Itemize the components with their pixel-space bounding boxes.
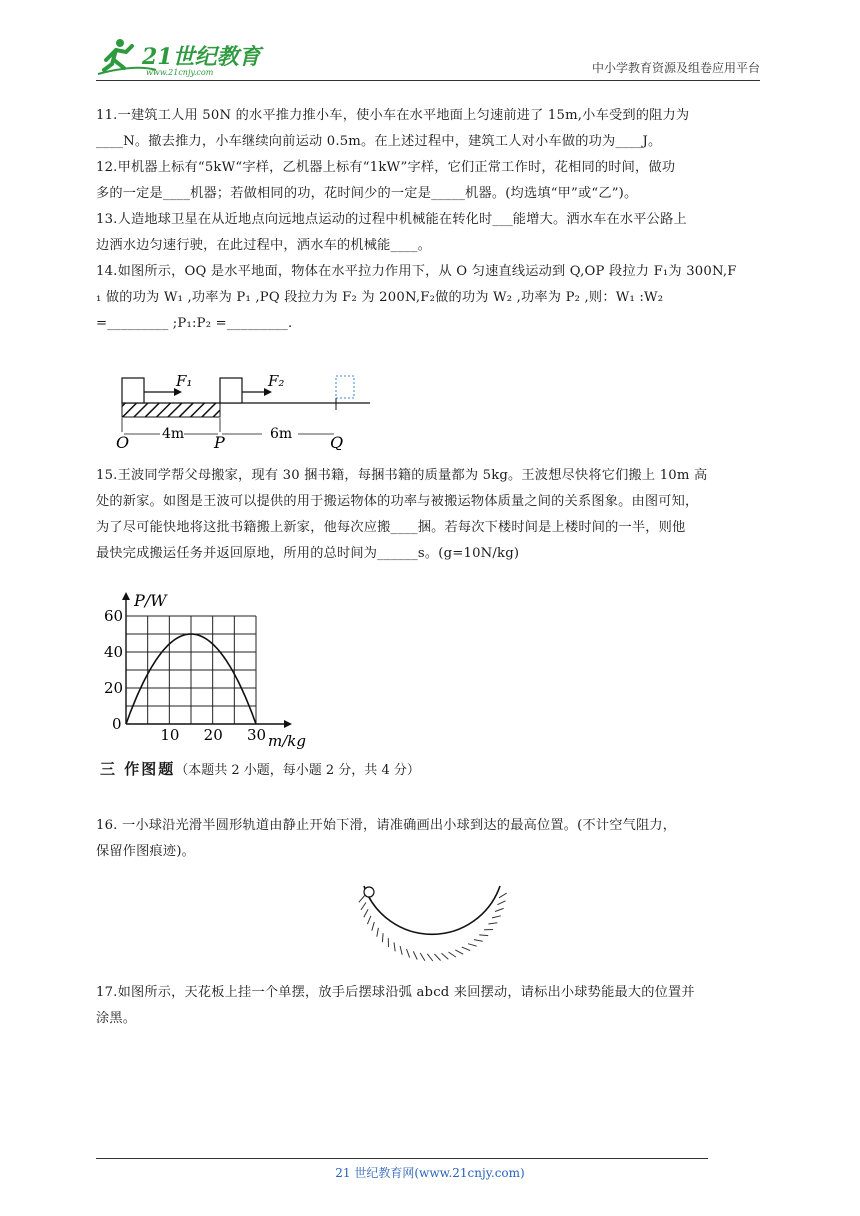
header-platform-text: 中小学教育资源及组卷应用平台	[591, 61, 760, 75]
x-axis-arrow	[284, 720, 292, 728]
q15-line-4: 最快完成搬运任务并返回原地，所用的总时间为______s。(g=10N/kg)	[96, 546, 520, 561]
power-mass-chart	[96, 586, 326, 754]
chart-grid	[126, 616, 256, 724]
hatch-mark	[359, 896, 365, 903]
q15-line-1: 15.王波同学帮父母搬家，现有 30 捆书籍，每捆书籍的质量都为 5kg。王波想尽快将它们搬上 10m 高	[96, 468, 708, 483]
logo-text: 21世纪教育	[142, 44, 261, 70]
y-tick-label: 40	[104, 643, 124, 661]
track-hatching	[359, 893, 507, 961]
hatch-mark	[420, 953, 425, 961]
label-6m: 6m	[270, 426, 293, 442]
figure-14-motion-diagram	[112, 370, 382, 450]
question-11	[96, 103, 766, 155]
hatch-mark	[377, 928, 379, 937]
y-tick-label: 60	[104, 607, 124, 625]
ball	[364, 887, 374, 897]
hatch-mark	[413, 951, 417, 959]
section-3-heading: 三 作图题	[100, 760, 176, 778]
label-q: Q	[330, 433, 344, 450]
label-f2: F₂	[268, 372, 285, 390]
hatch-mark	[468, 944, 477, 947]
page-header	[96, 34, 760, 81]
q14-line-1: 14.如图所示，OQ 是水平地面，物体在水平拉力作用下，从 O 匀速直线运动到 Q,OP 段拉力 F₁为 300N,F	[96, 264, 737, 279]
label-o: O	[116, 433, 130, 450]
question-17	[96, 980, 766, 1032]
y-tick-label: 0	[112, 715, 122, 733]
q14-line-3: =_________ ;P₁:P₂ =_________.	[96, 316, 293, 331]
footer-divider	[96, 1158, 708, 1159]
hatch-mark	[400, 946, 402, 955]
q13-line-1: 13.人造地球卫星在从近地点向远地点运动的过程中机械能在转化时___能增大。洒水车在水平公路上	[96, 212, 687, 227]
q15-line-2: 处的新家。如图是王波可以提供的用于搬运物体的功率与被搬运物体质量之间的关系图象。由图可知，	[96, 494, 699, 509]
hatch-mark	[361, 903, 366, 910]
hatch-mark	[407, 949, 410, 958]
question-16	[96, 813, 766, 865]
q11-line-2: ____N。撤去推力，小车继续向前运动 0.5m。在上述过程中，建筑工人对小车做的功为____J。	[96, 134, 662, 149]
op-hatched-segment	[122, 403, 220, 417]
label-f1: F₁	[176, 372, 193, 390]
figure-16-semicircle-track	[350, 872, 510, 972]
label-p: P	[214, 433, 225, 450]
hatch-mark	[492, 916, 501, 918]
hatch-mark	[479, 935, 488, 936]
question-13	[96, 207, 766, 259]
hatch-mark	[382, 933, 383, 942]
logo-url: www.21cnjy.com	[146, 68, 214, 77]
footer-text: 21 世纪教育网(www.21cnjy.com)	[335, 1166, 525, 1180]
logo	[96, 34, 266, 78]
q16-line-2: 保留作图痕迹)。	[96, 844, 196, 859]
y-tick-label: 20	[104, 679, 124, 697]
y-axis-label: P/W	[134, 591, 167, 610]
hatch-mark	[488, 923, 497, 924]
y-axis-arrow	[122, 592, 130, 600]
hatch-mark	[394, 942, 395, 951]
question-14	[96, 259, 766, 337]
hatch-mark	[495, 908, 504, 911]
label-4m: 4m	[162, 426, 185, 442]
block-at-p	[220, 378, 242, 403]
x-tick-label: 30	[247, 726, 267, 744]
hatch-mark	[367, 916, 371, 924]
hatch-mark	[427, 954, 433, 961]
hatch-mark	[372, 922, 375, 931]
q12-line-1: 12.甲机器上标有“5kW“字样，乙机器上标有“1kW”字样，它们正常工作时，花相同的时间，做功	[96, 160, 676, 175]
block-at-o	[122, 378, 144, 403]
q15-line-3: 为了尽可能快地将这批书籍搬上新家，他每次应搬____捆。若每次下楼时间是上楼时间的一半，则他	[96, 520, 686, 535]
hatch-mark	[442, 953, 449, 959]
x-axis-label: m/kg	[268, 732, 306, 750]
hatch-mark	[474, 940, 483, 942]
hatch-mark	[449, 952, 456, 957]
hatch-mark	[455, 950, 463, 954]
x-tick-label: 10	[160, 726, 180, 744]
hatch-mark	[499, 893, 507, 898]
block-at-q-dashed	[336, 376, 354, 398]
q14-line-2: ₁ 做的功为 W₁ ,功率为 P₁ ,PQ 段拉力为 F₂ 为 200N,F₂做的功为 W₂ ,功率为 P₂ ,则：W₁ :W₂	[96, 290, 664, 305]
q17-line-2: 涂黑。	[96, 1011, 137, 1026]
section-3-title	[100, 758, 420, 782]
q16-line-1: 16. 一小球沿光滑半圆形轨道由静止开始下滑，请准确画出小球到达的最高位置。(不计空气阻力，	[96, 818, 677, 833]
q13-line-2: 边洒水边匀速行驶，在此过程中，洒水车的机械能____。	[96, 238, 432, 253]
q11-line-1: 11.一建筑工人用 50N 的水平推力推小车，使小车在水平地面上匀速前进了 15m,小车受到的阻力为	[96, 108, 690, 123]
hatch-mark	[364, 909, 368, 917]
hatch-mark	[497, 901, 505, 905]
x-tick-label: 20	[203, 726, 223, 744]
section-3-note: （本题共 2 小题，每小题 2 分，共 4 分）	[175, 763, 420, 778]
question-15	[96, 463, 766, 567]
hatch-mark	[434, 954, 440, 961]
q17-line-1: 17.如图所示，天花板上挂一个单摆，放手后摆球沿弧 abcd 来回摆动，请标出小球势能最大的位置并	[96, 985, 695, 1000]
track-arc	[364, 886, 500, 934]
hatch-mark	[462, 947, 470, 951]
question-12	[96, 155, 766, 207]
q12-line-2: 多的一定是____机器；若做相同的功，花时间少的一定是_____机器。(均选填“甲”或“乙”)。	[96, 186, 638, 201]
